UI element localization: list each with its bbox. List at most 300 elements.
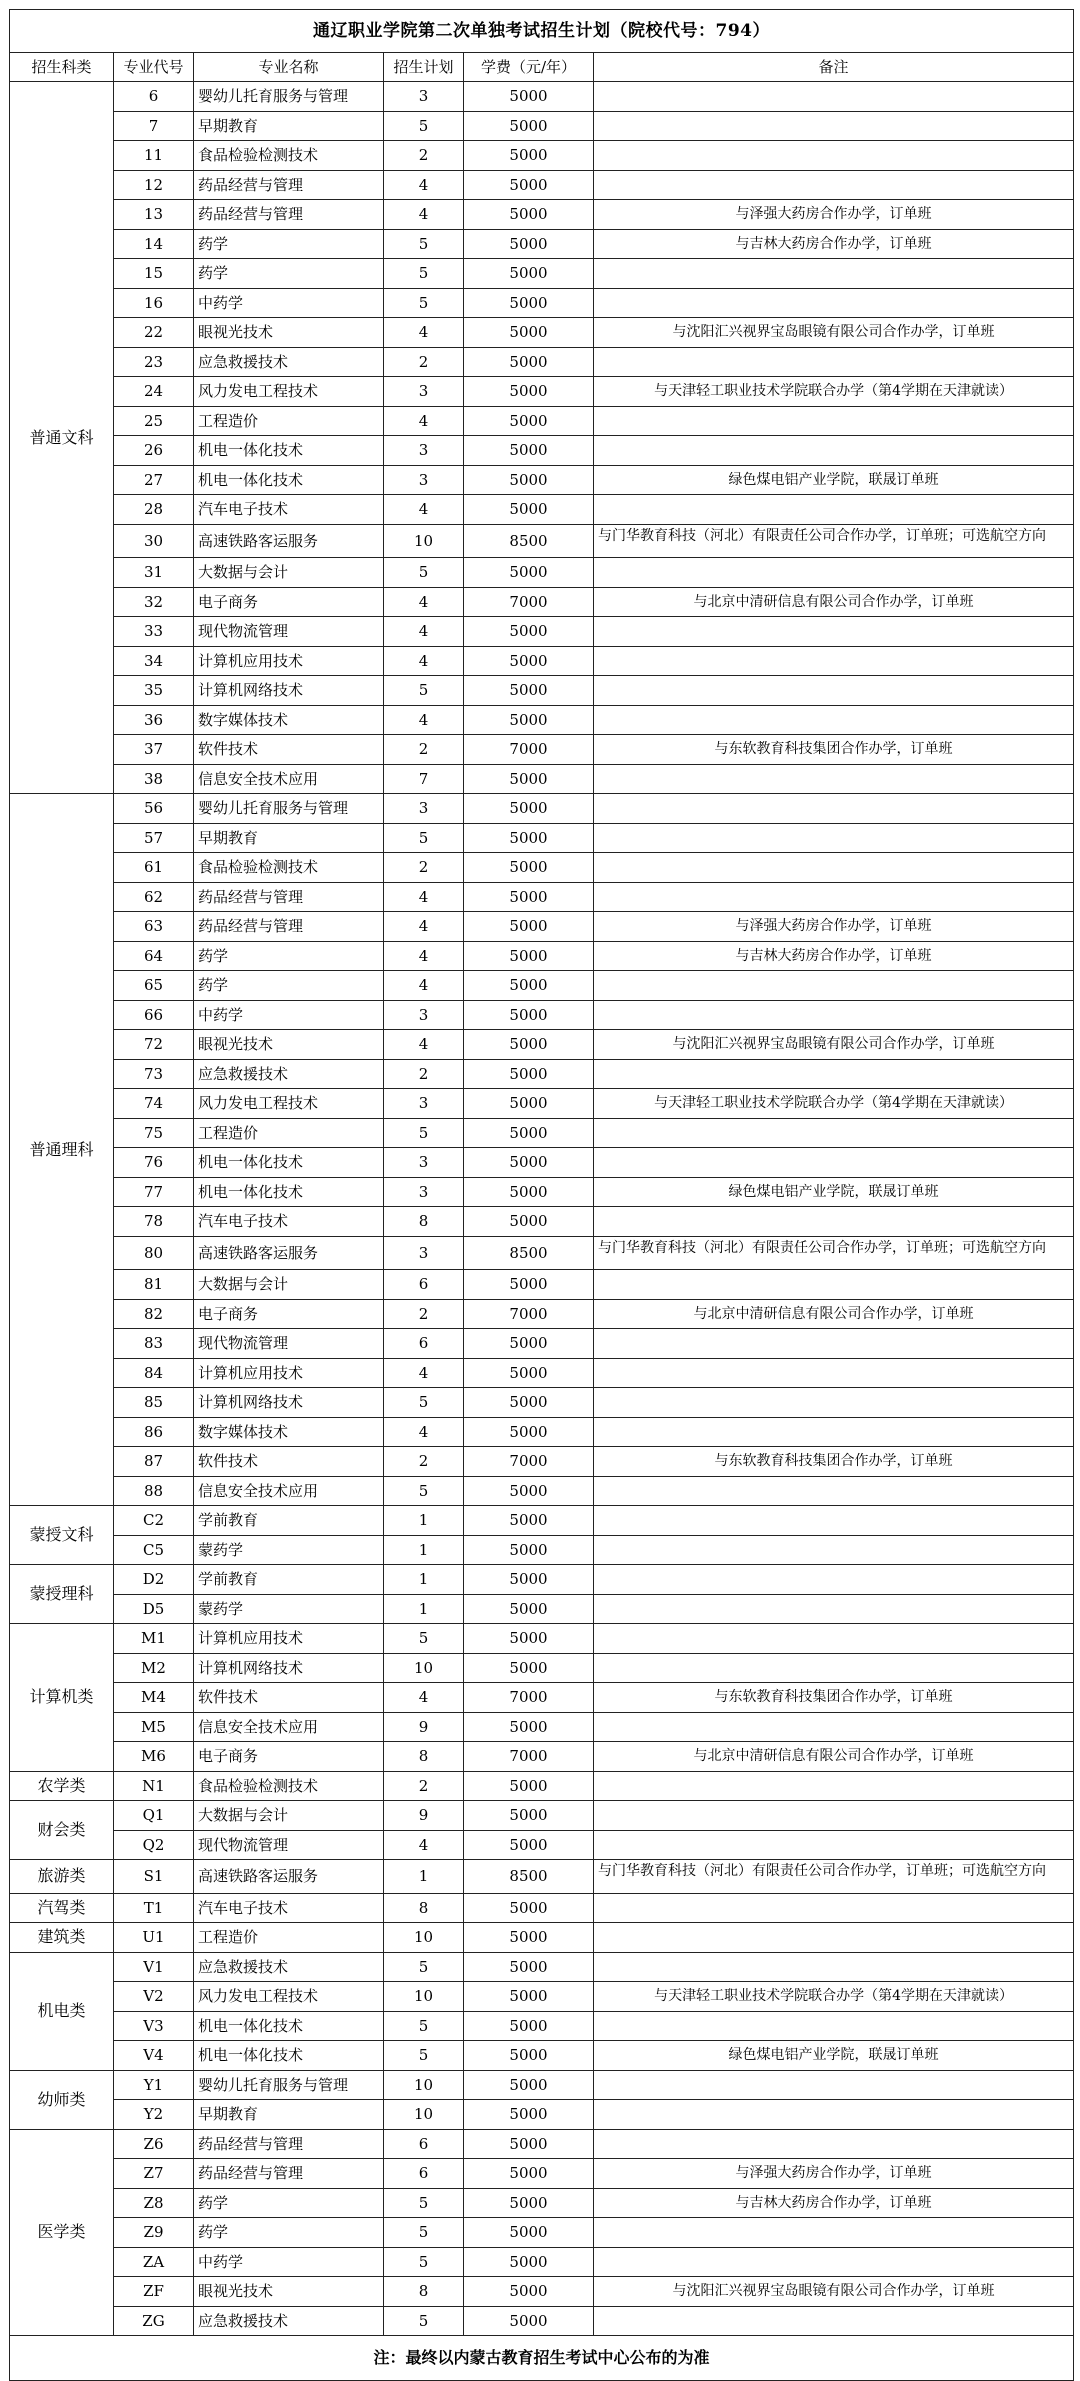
code-cell: 87 bbox=[114, 1447, 194, 1477]
name-cell: 电子商务 bbox=[194, 1742, 384, 1772]
name-cell: 工程造价 bbox=[194, 1923, 384, 1953]
name-cell: 汽车电子技术 bbox=[194, 1207, 384, 1237]
plan-cell: 2 bbox=[384, 1447, 464, 1477]
code-cell: 74 bbox=[114, 1089, 194, 1119]
note-cell bbox=[594, 259, 1074, 289]
code-cell: Z6 bbox=[114, 2129, 194, 2159]
fee-cell: 5000 bbox=[464, 1148, 594, 1178]
fee-cell: 5000 bbox=[464, 1653, 594, 1683]
name-cell: 工程造价 bbox=[194, 1118, 384, 1148]
plan-cell: 6 bbox=[384, 1329, 464, 1359]
code-cell: 80 bbox=[114, 1236, 194, 1270]
table-row bbox=[10, 676, 1074, 706]
plan-cell: 4 bbox=[384, 587, 464, 617]
fee-cell: 5000 bbox=[464, 1923, 594, 1953]
fee-cell: 5000 bbox=[464, 941, 594, 971]
code-cell: 84 bbox=[114, 1358, 194, 1388]
name-cell: 计算机网络技术 bbox=[194, 676, 384, 706]
fee-cell: 5000 bbox=[464, 646, 594, 676]
note-cell bbox=[594, 347, 1074, 377]
note-cell bbox=[594, 617, 1074, 647]
note-cell bbox=[594, 2011, 1074, 2041]
code-cell: V1 bbox=[114, 1952, 194, 1982]
plan-cell: 9 bbox=[384, 1712, 464, 1742]
name-cell: 机电一体化技术 bbox=[194, 1177, 384, 1207]
table-row bbox=[10, 1801, 1074, 1831]
category-cell: 蒙授理科 bbox=[10, 1565, 114, 1624]
note-cell bbox=[594, 646, 1074, 676]
code-cell: 86 bbox=[114, 1417, 194, 1447]
plan-cell: 5 bbox=[384, 2306, 464, 2336]
note-cell bbox=[594, 823, 1074, 853]
plan-cell: 3 bbox=[384, 82, 464, 112]
table-row bbox=[10, 288, 1074, 318]
note-cell: 与门华教育科技（河北）有限责任公司合作办学，订单班；可选航空方向 bbox=[594, 524, 1074, 558]
name-cell: 药学 bbox=[194, 941, 384, 971]
plan-cell: 3 bbox=[384, 436, 464, 466]
fee-cell: 5000 bbox=[464, 2070, 594, 2100]
name-cell: 机电一体化技术 bbox=[194, 465, 384, 495]
table-row bbox=[10, 941, 1074, 971]
code-cell: 62 bbox=[114, 882, 194, 912]
code-cell: Z7 bbox=[114, 2159, 194, 2189]
plan-cell: 4 bbox=[384, 1358, 464, 1388]
fee-cell: 5000 bbox=[464, 200, 594, 230]
table-row bbox=[10, 436, 1074, 466]
plan-cell: 4 bbox=[384, 200, 464, 230]
note-cell: 与北京中清研信息有限公司合作办学，订单班 bbox=[594, 1299, 1074, 1329]
name-cell: 药学 bbox=[194, 229, 384, 259]
note-cell: 绿色煤电铝产业学院，联晟订单班 bbox=[594, 1177, 1074, 1207]
table-row bbox=[10, 1417, 1074, 1447]
note-cell bbox=[594, 2247, 1074, 2277]
name-cell: 软件技术 bbox=[194, 1683, 384, 1713]
plan-cell: 5 bbox=[384, 2011, 464, 2041]
plan-cell: 5 bbox=[384, 676, 464, 706]
table-row bbox=[10, 1059, 1074, 1089]
code-cell: 72 bbox=[114, 1030, 194, 1060]
name-cell: 汽车电子技术 bbox=[194, 1893, 384, 1923]
name-cell: 婴幼儿托育服务与管理 bbox=[194, 82, 384, 112]
note-cell bbox=[594, 1329, 1074, 1359]
note-cell: 与东软教育科技集团合作办学，订单班 bbox=[594, 1447, 1074, 1477]
note-cell bbox=[594, 1801, 1074, 1831]
code-cell: 82 bbox=[114, 1299, 194, 1329]
name-cell: 婴幼儿托育服务与管理 bbox=[194, 2070, 384, 2100]
code-cell: T1 bbox=[114, 1893, 194, 1923]
name-cell: 应急救援技术 bbox=[194, 2306, 384, 2336]
name-cell: 学前教育 bbox=[194, 1506, 384, 1536]
category-cell: 普通文科 bbox=[10, 82, 114, 794]
fee-cell: 5000 bbox=[464, 436, 594, 466]
name-cell: 药品经营与管理 bbox=[194, 912, 384, 942]
column-header-note: 备注 bbox=[594, 53, 1074, 82]
note-cell bbox=[594, 2070, 1074, 2100]
note-cell bbox=[594, 558, 1074, 588]
name-cell: 早期教育 bbox=[194, 111, 384, 141]
plan-cell: 3 bbox=[384, 1236, 464, 1270]
plan-cell: 4 bbox=[384, 1830, 464, 1860]
plan-cell: 5 bbox=[384, 259, 464, 289]
fee-cell: 5000 bbox=[464, 141, 594, 171]
name-cell: 信息安全技术应用 bbox=[194, 764, 384, 794]
table-row bbox=[10, 2306, 1074, 2336]
fee-cell: 5000 bbox=[464, 259, 594, 289]
table-row bbox=[10, 377, 1074, 407]
code-cell: 78 bbox=[114, 1207, 194, 1237]
fee-cell: 5000 bbox=[464, 794, 594, 824]
name-cell: 早期教育 bbox=[194, 823, 384, 853]
note-cell: 与吉林大药房合作办学，订单班 bbox=[594, 229, 1074, 259]
plan-cell: 5 bbox=[384, 2218, 464, 2248]
table-row bbox=[10, 764, 1074, 794]
name-cell: 电子商务 bbox=[194, 1299, 384, 1329]
note-cell bbox=[594, 170, 1074, 200]
plan-cell: 4 bbox=[384, 318, 464, 348]
fee-cell: 5000 bbox=[464, 288, 594, 318]
footer-row bbox=[10, 2336, 1074, 2381]
note-cell: 与门华教育科技（河北）有限责任公司合作办学，订单班；可选航空方向 bbox=[594, 1860, 1074, 1894]
note-cell: 与东软教育科技集团合作办学，订单班 bbox=[594, 1683, 1074, 1713]
name-cell: 应急救援技术 bbox=[194, 1952, 384, 1982]
table-row bbox=[10, 111, 1074, 141]
table-row bbox=[10, 1329, 1074, 1359]
name-cell: 现代物流管理 bbox=[194, 1830, 384, 1860]
code-cell: C2 bbox=[114, 1506, 194, 1536]
fee-cell: 5000 bbox=[464, 1270, 594, 1300]
table-row bbox=[10, 2070, 1074, 2100]
fee-cell: 7000 bbox=[464, 1299, 594, 1329]
plan-cell: 3 bbox=[384, 794, 464, 824]
category-cell: 农学类 bbox=[10, 1771, 114, 1801]
plan-cell: 3 bbox=[384, 1000, 464, 1030]
name-cell: 眼视光技术 bbox=[194, 318, 384, 348]
plan-cell: 10 bbox=[384, 1653, 464, 1683]
code-cell: U1 bbox=[114, 1923, 194, 1953]
code-cell: 30 bbox=[114, 524, 194, 558]
header-row bbox=[10, 53, 1074, 82]
table-row bbox=[10, 1683, 1074, 1713]
table-row bbox=[10, 170, 1074, 200]
table-row bbox=[10, 1624, 1074, 1654]
code-cell: V2 bbox=[114, 1982, 194, 2012]
fee-cell: 5000 bbox=[464, 2247, 594, 2277]
note-cell: 与沈阳汇兴视界宝岛眼镜有限公司合作办学，订单班 bbox=[594, 2277, 1074, 2307]
table-row bbox=[10, 2218, 1074, 2248]
name-cell: 大数据与会计 bbox=[194, 1270, 384, 1300]
table-row bbox=[10, 1270, 1074, 1300]
fee-cell: 5000 bbox=[464, 1771, 594, 1801]
column-header-plan: 招生计划 bbox=[384, 53, 464, 82]
code-cell: ZA bbox=[114, 2247, 194, 2277]
plan-cell: 3 bbox=[384, 1089, 464, 1119]
note-cell bbox=[594, 1270, 1074, 1300]
fee-cell: 5000 bbox=[464, 971, 594, 1001]
code-cell: M5 bbox=[114, 1712, 194, 1742]
code-cell: 88 bbox=[114, 1476, 194, 1506]
fee-cell: 5000 bbox=[464, 1030, 594, 1060]
code-cell: 85 bbox=[114, 1388, 194, 1418]
table-row bbox=[10, 406, 1074, 436]
category-cell: 普通理科 bbox=[10, 794, 114, 1506]
plan-cell: 3 bbox=[384, 377, 464, 407]
table-row bbox=[10, 1771, 1074, 1801]
name-cell: 中药学 bbox=[194, 2247, 384, 2277]
fee-cell: 8500 bbox=[464, 1236, 594, 1270]
note-cell bbox=[594, 1535, 1074, 1565]
fee-cell: 5000 bbox=[464, 1982, 594, 2012]
note-cell: 与泽强大药房合作办学，订单班 bbox=[594, 200, 1074, 230]
fee-cell: 5000 bbox=[464, 1565, 594, 1595]
plan-cell: 4 bbox=[384, 617, 464, 647]
name-cell: 信息安全技术应用 bbox=[194, 1712, 384, 1742]
code-cell: 63 bbox=[114, 912, 194, 942]
fee-cell: 5000 bbox=[464, 111, 594, 141]
fee-cell: 5000 bbox=[464, 406, 594, 436]
table-row bbox=[10, 1535, 1074, 1565]
plan-cell: 8 bbox=[384, 2277, 464, 2307]
fee-cell: 5000 bbox=[464, 347, 594, 377]
table-row bbox=[10, 2188, 1074, 2218]
code-cell: 37 bbox=[114, 735, 194, 765]
table-row bbox=[10, 2011, 1074, 2041]
plan-cell: 2 bbox=[384, 347, 464, 377]
plan-cell: 2 bbox=[384, 1059, 464, 1089]
note-cell bbox=[594, 1893, 1074, 1923]
note-cell bbox=[594, 1118, 1074, 1148]
table-row bbox=[10, 2041, 1074, 2071]
name-cell: 婴幼儿托育服务与管理 bbox=[194, 794, 384, 824]
table-row bbox=[10, 1742, 1074, 1772]
name-cell: 蒙药学 bbox=[194, 1535, 384, 1565]
plan-cell: 2 bbox=[384, 853, 464, 883]
fee-cell: 5000 bbox=[464, 1535, 594, 1565]
code-cell: 64 bbox=[114, 941, 194, 971]
fee-cell: 5000 bbox=[464, 170, 594, 200]
table-row bbox=[10, 794, 1074, 824]
plan-cell: 3 bbox=[384, 1148, 464, 1178]
code-cell: 12 bbox=[114, 170, 194, 200]
name-cell: 汽车电子技术 bbox=[194, 495, 384, 525]
fee-cell: 5000 bbox=[464, 1506, 594, 1536]
note-cell: 与北京中清研信息有限公司合作办学，订单班 bbox=[594, 1742, 1074, 1772]
table-row bbox=[10, 1476, 1074, 1506]
code-cell: 14 bbox=[114, 229, 194, 259]
note-cell: 与沈阳汇兴视界宝岛眼镜有限公司合作办学，订单班 bbox=[594, 318, 1074, 348]
plan-cell: 5 bbox=[384, 558, 464, 588]
fee-cell: 5000 bbox=[464, 1388, 594, 1418]
note-cell: 与天津轻工职业技术学院联合办学（第4学期在天津就读） bbox=[594, 377, 1074, 407]
fee-cell: 5000 bbox=[464, 1358, 594, 1388]
fee-cell: 5000 bbox=[464, 1177, 594, 1207]
note-cell bbox=[594, 1565, 1074, 1595]
table-row bbox=[10, 1388, 1074, 1418]
fee-cell: 5000 bbox=[464, 1893, 594, 1923]
code-cell: 15 bbox=[114, 259, 194, 289]
code-cell: V3 bbox=[114, 2011, 194, 2041]
code-cell: 11 bbox=[114, 141, 194, 171]
note-cell: 与泽强大药房合作办学，订单班 bbox=[594, 912, 1074, 942]
plan-cell: 4 bbox=[384, 941, 464, 971]
code-cell: C5 bbox=[114, 1535, 194, 1565]
name-cell: 高速铁路客运服务 bbox=[194, 1860, 384, 1894]
code-cell: 77 bbox=[114, 1177, 194, 1207]
note-cell bbox=[594, 1476, 1074, 1506]
name-cell: 软件技术 bbox=[194, 1447, 384, 1477]
name-cell: 大数据与会计 bbox=[194, 558, 384, 588]
fee-cell: 5000 bbox=[464, 1476, 594, 1506]
plan-cell: 5 bbox=[384, 111, 464, 141]
table-row bbox=[10, 259, 1074, 289]
code-cell: 75 bbox=[114, 1118, 194, 1148]
name-cell: 信息安全技术应用 bbox=[194, 1476, 384, 1506]
note-cell: 绿色煤电铝产业学院，联晟订单班 bbox=[594, 465, 1074, 495]
name-cell: 眼视光技术 bbox=[194, 1030, 384, 1060]
code-cell: D2 bbox=[114, 1565, 194, 1595]
note-cell bbox=[594, 288, 1074, 318]
table-row bbox=[10, 1447, 1074, 1477]
plan-cell: 10 bbox=[384, 1923, 464, 1953]
code-cell: ZG bbox=[114, 2306, 194, 2336]
name-cell: 学前教育 bbox=[194, 1565, 384, 1595]
code-cell: 23 bbox=[114, 347, 194, 377]
code-cell: 25 bbox=[114, 406, 194, 436]
plan-cell: 10 bbox=[384, 524, 464, 558]
fee-cell: 5000 bbox=[464, 229, 594, 259]
table-row bbox=[10, 2129, 1074, 2159]
code-cell: V4 bbox=[114, 2041, 194, 2071]
plan-cell: 6 bbox=[384, 1270, 464, 1300]
table-row bbox=[10, 1148, 1074, 1178]
fee-cell: 5000 bbox=[464, 2100, 594, 2130]
category-cell: 机电类 bbox=[10, 1952, 114, 2070]
table-row bbox=[10, 1299, 1074, 1329]
table-row bbox=[10, 1177, 1074, 1207]
code-cell: M1 bbox=[114, 1624, 194, 1654]
table-row bbox=[10, 82, 1074, 112]
note-cell: 与吉林大药房合作办学，订单班 bbox=[594, 941, 1074, 971]
table-row bbox=[10, 558, 1074, 588]
note-cell bbox=[594, 1148, 1074, 1178]
fee-cell: 7000 bbox=[464, 1447, 594, 1477]
category-cell: 幼师类 bbox=[10, 2070, 114, 2129]
fee-cell: 5000 bbox=[464, 1952, 594, 1982]
fee-cell: 5000 bbox=[464, 1417, 594, 1447]
category-cell: 蒙授文科 bbox=[10, 1506, 114, 1565]
table-row bbox=[10, 705, 1074, 735]
fee-cell: 8500 bbox=[464, 524, 594, 558]
code-cell: Z8 bbox=[114, 2188, 194, 2218]
note-cell bbox=[594, 1712, 1074, 1742]
plan-cell: 10 bbox=[384, 2100, 464, 2130]
plan-cell: 4 bbox=[384, 882, 464, 912]
plan-cell: 2 bbox=[384, 1771, 464, 1801]
enrollment-table bbox=[9, 9, 1074, 2381]
table-row bbox=[10, 971, 1074, 1001]
table-row bbox=[10, 1952, 1074, 1982]
name-cell: 药品经营与管理 bbox=[194, 170, 384, 200]
category-cell: 财会类 bbox=[10, 1801, 114, 1860]
table-row bbox=[10, 347, 1074, 377]
fee-cell: 5000 bbox=[464, 823, 594, 853]
plan-cell: 4 bbox=[384, 1683, 464, 1713]
name-cell: 药学 bbox=[194, 971, 384, 1001]
table-row bbox=[10, 823, 1074, 853]
category-cell: 旅游类 bbox=[10, 1860, 114, 1894]
note-cell bbox=[594, 764, 1074, 794]
code-cell: 32 bbox=[114, 587, 194, 617]
name-cell: 食品检验检测技术 bbox=[194, 141, 384, 171]
plan-cell: 2 bbox=[384, 1299, 464, 1329]
note-cell bbox=[594, 1059, 1074, 1089]
name-cell: 软件技术 bbox=[194, 735, 384, 765]
fee-cell: 5000 bbox=[464, 2011, 594, 2041]
code-cell: 24 bbox=[114, 377, 194, 407]
title-row bbox=[10, 10, 1074, 53]
fee-cell: 5000 bbox=[464, 2129, 594, 2159]
plan-cell: 9 bbox=[384, 1801, 464, 1831]
note-cell bbox=[594, 406, 1074, 436]
code-cell: D5 bbox=[114, 1594, 194, 1624]
name-cell: 药学 bbox=[194, 2188, 384, 2218]
name-cell: 药品经营与管理 bbox=[194, 882, 384, 912]
table-row bbox=[10, 200, 1074, 230]
fee-cell: 5000 bbox=[464, 2277, 594, 2307]
name-cell: 大数据与会计 bbox=[194, 1801, 384, 1831]
plan-cell: 5 bbox=[384, 288, 464, 318]
table-row bbox=[10, 318, 1074, 348]
table-row bbox=[10, 2159, 1074, 2189]
table-row bbox=[10, 495, 1074, 525]
table-row bbox=[10, 1236, 1074, 1270]
code-cell: 13 bbox=[114, 200, 194, 230]
note-cell: 与北京中清研信息有限公司合作办学，订单班 bbox=[594, 587, 1074, 617]
fee-cell: 5000 bbox=[464, 1830, 594, 1860]
fee-cell: 5000 bbox=[464, 1594, 594, 1624]
name-cell: 机电一体化技术 bbox=[194, 1148, 384, 1178]
note-cell: 绿色煤电铝产业学院，联晟订单班 bbox=[594, 2041, 1074, 2071]
category-cell: 汽驾类 bbox=[10, 1893, 114, 1923]
plan-cell: 4 bbox=[384, 971, 464, 1001]
plan-cell: 4 bbox=[384, 1417, 464, 1447]
note-cell bbox=[594, 794, 1074, 824]
note-cell bbox=[594, 1000, 1074, 1030]
code-cell: 56 bbox=[114, 794, 194, 824]
fee-cell: 5000 bbox=[464, 377, 594, 407]
note-cell bbox=[594, 1388, 1074, 1418]
code-cell: 65 bbox=[114, 971, 194, 1001]
note-cell: 与天津轻工职业技术学院联合办学（第4学期在天津就读） bbox=[594, 1982, 1074, 2012]
column-header-name: 专业名称 bbox=[194, 53, 384, 82]
plan-cell: 6 bbox=[384, 2129, 464, 2159]
plan-cell: 1 bbox=[384, 1565, 464, 1595]
fee-cell: 5000 bbox=[464, 1089, 594, 1119]
table-row bbox=[10, 1860, 1074, 1894]
plan-cell: 3 bbox=[384, 1177, 464, 1207]
name-cell: 数字媒体技术 bbox=[194, 1417, 384, 1447]
code-cell: 34 bbox=[114, 646, 194, 676]
note-cell bbox=[594, 82, 1074, 112]
table-row bbox=[10, 2277, 1074, 2307]
fee-cell: 7000 bbox=[464, 587, 594, 617]
fee-cell: 5000 bbox=[464, 882, 594, 912]
table-row bbox=[10, 1830, 1074, 1860]
column-header-fee: 学费（元/年） bbox=[464, 53, 594, 82]
fee-cell: 7000 bbox=[464, 735, 594, 765]
plan-cell: 8 bbox=[384, 1742, 464, 1772]
code-cell: 16 bbox=[114, 288, 194, 318]
fee-cell: 7000 bbox=[464, 1683, 594, 1713]
